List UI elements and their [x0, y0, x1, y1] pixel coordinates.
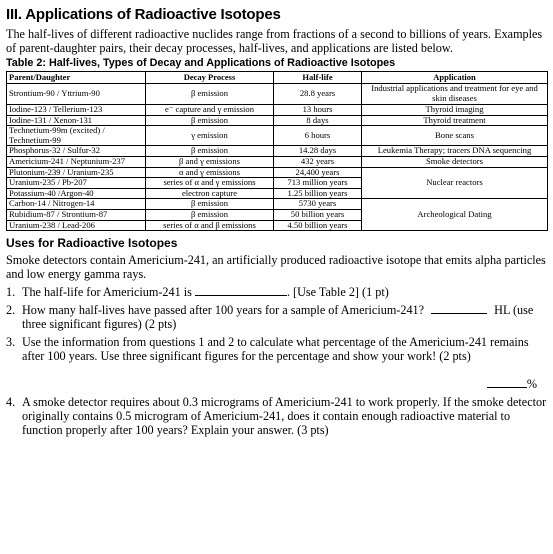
question-number: 3. [6, 335, 16, 350]
cell-decay: β emission [146, 115, 274, 126]
cell-application: Thyroid treatment [362, 115, 548, 126]
cell-half-life: 1.25 billion years [274, 188, 362, 199]
cell-pair: Uranium-238 / Lead-206 [7, 220, 146, 231]
table-row [7, 84, 548, 105]
cell-application: Nuclear reactors [362, 167, 548, 199]
question-4 [6, 395, 547, 437]
cell-half-life: 8 days [274, 115, 362, 126]
cell-decay: series of α and β emissions [146, 220, 274, 231]
cell-half-life: 24,400 years [274, 167, 362, 178]
cell-pair: Iodine-123 / Tellerium-123 [7, 105, 146, 116]
percent-answer-line [22, 377, 537, 391]
isotope-table [6, 71, 548, 231]
cell-decay: α and γ emissions [146, 167, 274, 178]
table-row [7, 146, 548, 157]
table-caption: Table 2: Half-lives, Types of Decay and Applications of Radioactive Isotopes [6, 57, 396, 69]
table-row [7, 105, 548, 116]
question-2 [6, 303, 547, 331]
cell-decay: series of α and γ emissions [146, 178, 274, 189]
cell-half-life: 50 billion years [274, 209, 362, 220]
answer-blank-2[interactable] [431, 313, 487, 314]
question-number: 2. [6, 303, 16, 318]
cell-half-life: 6 hours [274, 126, 362, 146]
cell-half-life: 713 million years [274, 178, 362, 189]
cell-pair: Rubidium-87 / Strontium-87 [7, 209, 146, 220]
cell-pair: Carbon-14 / Nitrogen-14 [7, 199, 146, 210]
uses-paragraph: Smoke detectors contain Americium-241, an artificially produced radioactive isotope that emits alpha particles and low energy gamma rays. [6, 253, 546, 282]
question-text-after: . [Use Table 2] (1 pt) [286, 285, 389, 300]
question-text: The half-life for Americium-241 is [22, 285, 192, 300]
cell-application: Thyroid imaging [362, 105, 548, 116]
section-title: III. Applications of Radioactive Isotopes [6, 6, 281, 23]
table-header-row [7, 72, 548, 84]
cell-pair: Plutonium-239 / Uranium-235 [7, 167, 146, 178]
cell-pair: Americium-241 / Neptunium-237 [7, 156, 146, 167]
question-text: Use the information from questions 1 and 2 to calculate what percentage of the Americium-241 remains after 100 years. Use three significant figures for the percentage and show your work! (2 pts) [22, 335, 529, 364]
cell-half-life: 432 years [274, 156, 362, 167]
cell-half-life: 13 hours [274, 105, 362, 116]
question-list [6, 285, 547, 437]
cell-decay: γ emission [146, 126, 274, 146]
table-row [7, 199, 548, 210]
cell-application: Archeological Dating [362, 199, 548, 231]
cell-application: Industrial applications and treatment for eye and skin diseases [362, 84, 548, 105]
col-header-application: Application [362, 72, 548, 84]
table-row [7, 126, 548, 146]
question-text: How many half-lives have passed after 100 years for a sample of Americium-241? [22, 303, 425, 318]
table-row [7, 115, 548, 126]
intro-paragraph: The half-lives of different radioactive nuclides range from fractions of a second to billions of years. Examples of parent-daughter pairs, their decay processes, half-lives, and applications are listed below. [6, 27, 543, 55]
question-text-after: HL (use three significant figures) (2 pts) [22, 303, 534, 332]
question-number: 1. [6, 285, 16, 300]
answer-blank-3[interactable] [487, 387, 527, 388]
cell-decay: β emission [146, 146, 274, 157]
col-header-parent-daughter: Parent/Daughter [7, 72, 146, 84]
cell-pair: Technetium-99m (excited) / Technetium-99 [7, 126, 146, 146]
cell-half-life: 14.28 days [274, 146, 362, 157]
table-row [7, 156, 548, 167]
question-3 [6, 335, 547, 391]
cell-pair: Potassium-40 /Argon-40 [7, 188, 146, 199]
cell-application: Bone scans [362, 126, 548, 146]
cell-pair: Strontium-90 / Yttrium-90 [7, 84, 146, 105]
cell-pair: Phosphorus-32 / Sulfur-32 [7, 146, 146, 157]
uses-heading: Uses for Radioactive Isotopes [6, 236, 178, 251]
cell-half-life: 4.50 billion years [274, 220, 362, 231]
cell-pair: Uranium-235 / Pb-207 [7, 178, 146, 189]
cell-application: Leukemia Therapy; tracers DNA sequencing [362, 146, 548, 157]
cell-half-life: 28.8 years [274, 84, 362, 105]
cell-decay: e⁻ capture and γ emission [146, 105, 274, 116]
question-1 [6, 285, 547, 299]
col-header-decay-process: Decay Process [146, 72, 274, 84]
answer-blank-1[interactable] [195, 295, 287, 296]
question-number: 4. [6, 395, 16, 410]
question-text: A smoke detector requires about 0.3 micrograms of Americium-241 to work properly. If the smoke detector originally contains 0.5 microgram of Americium-241, does it contain enough radioactive material to function properly after 100 years? Explain your answer. (3 pts) [22, 395, 547, 438]
cell-half-life: 5730 years [274, 199, 362, 210]
cell-decay: electron capture [146, 188, 274, 199]
cell-decay: β emission [146, 84, 274, 105]
cell-pair: Iodine-131 / Xenon-131 [7, 115, 146, 126]
cell-decay: β emission [146, 199, 274, 210]
col-header-half-life: Half-life [274, 72, 362, 84]
cell-decay: β emission [146, 209, 274, 220]
cell-application: Smoke detectors [362, 156, 548, 167]
table-row [7, 167, 548, 178]
cell-decay: β and γ emissions [146, 156, 274, 167]
percent-sign: % [526, 377, 537, 392]
